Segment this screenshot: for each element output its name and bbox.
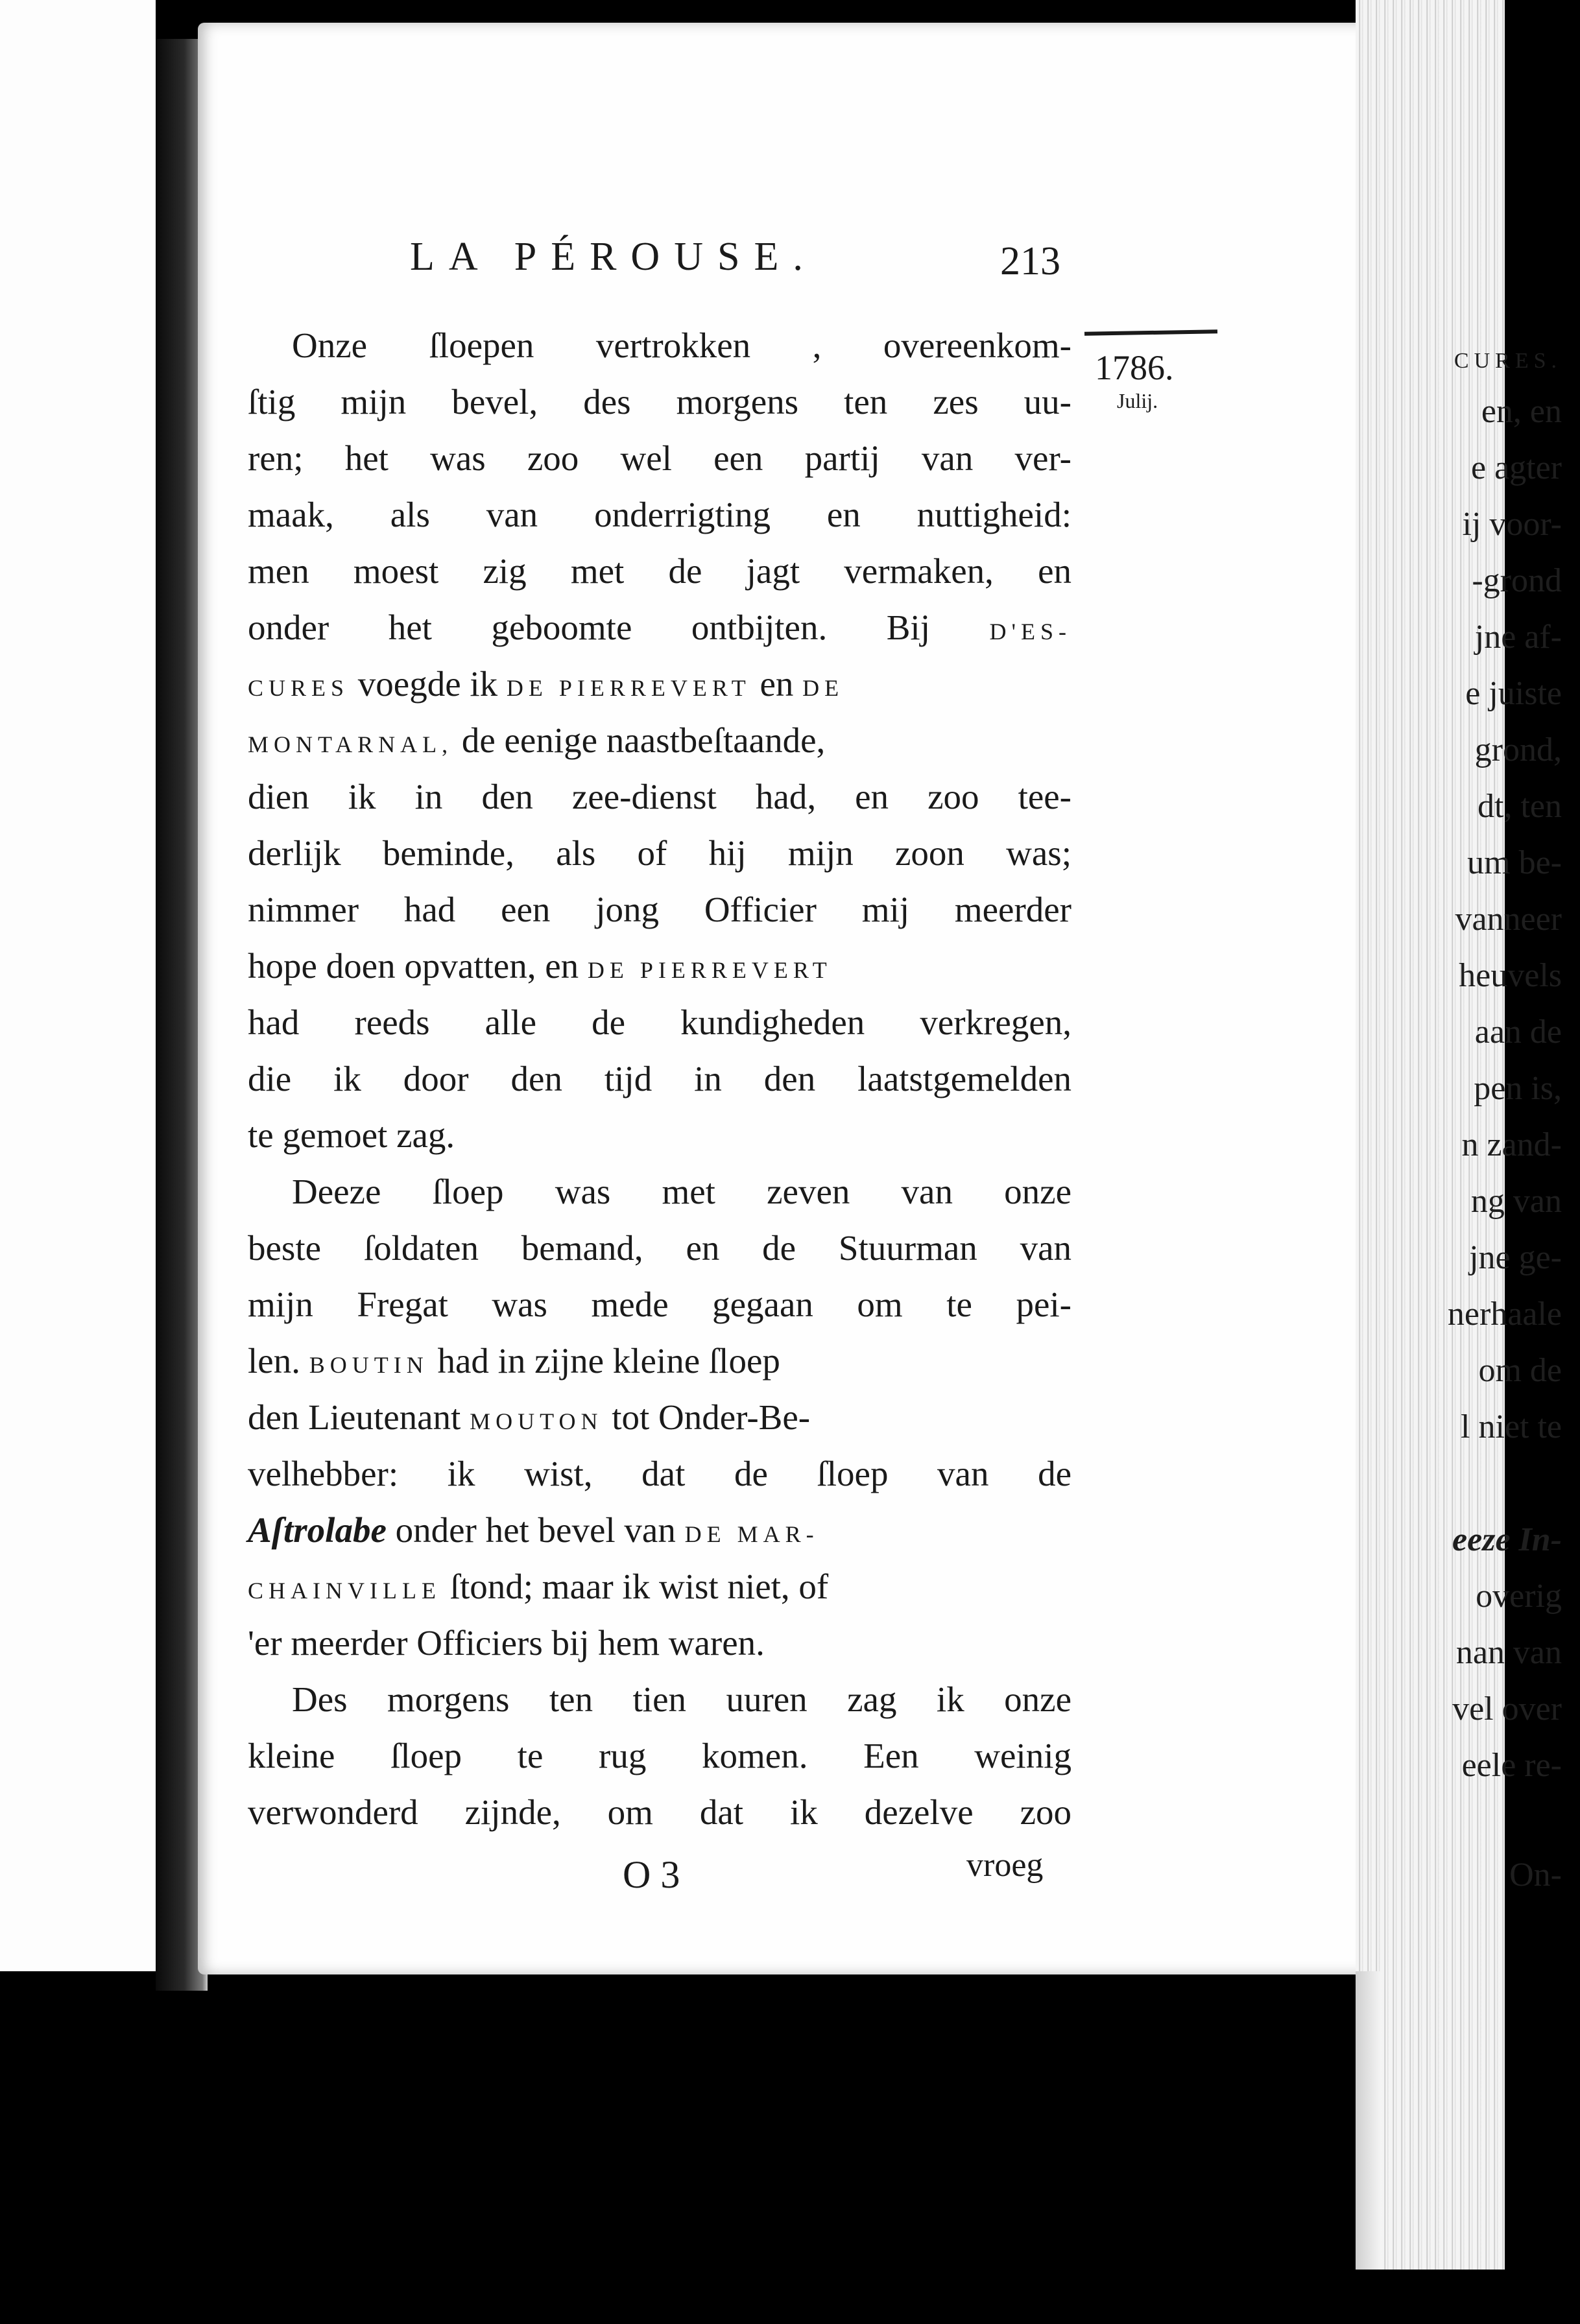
left-fragment: e juiste xyxy=(1465,675,1562,712)
text-line: len. BOUTIN had in zijne kleine ſloep xyxy=(248,1341,780,1381)
text-line: kleine ſloep te rug komen. Een weinig xyxy=(248,1736,1071,1775)
text-line: 'er meerder Officiers bij hem waren. xyxy=(248,1623,765,1663)
text-line: Deeze ſloep was met zeven van onze xyxy=(292,1172,1071,1211)
left-fragment: -grond xyxy=(1472,562,1562,599)
left-fragment: dt, ten xyxy=(1478,788,1562,825)
name-small-caps: DE PIERREVERT xyxy=(506,675,751,701)
left-page-fragment xyxy=(0,0,156,1971)
text-line: te gemoet zag. xyxy=(248,1115,455,1155)
margin-month: Julij. xyxy=(1117,389,1158,412)
left-fragment: n zand- xyxy=(1461,1126,1562,1163)
left-fragment: overig xyxy=(1476,1578,1562,1615)
catchword: vroeg xyxy=(966,1847,1044,1884)
text-line: had reeds alle de kundigheden verkregen, xyxy=(248,1002,1071,1042)
left-fragment: jne af- xyxy=(1474,619,1562,656)
name-small-caps: D'ES- xyxy=(989,619,1071,645)
left-fragment: aan de xyxy=(1474,1014,1562,1050)
left-fragment: um be- xyxy=(1467,844,1562,881)
text-line: dien ik in den zee-dienst had, en zoo tee- xyxy=(248,777,1071,816)
name-small-caps: DE PIERREVERT xyxy=(587,957,832,983)
text-line: maak, als van onderrigting en nuttigheid: xyxy=(248,495,1071,534)
name-small-caps: CHAINVILLE xyxy=(248,1578,441,1604)
text-line: ſtig mijn bevel, des morgens ten zes uu- xyxy=(248,382,1071,421)
text-line: men moest zig met de jagt vermaken, en xyxy=(248,551,1071,591)
left-fragment: jne ge- xyxy=(1469,1239,1562,1276)
name-small-caps: MOUTON xyxy=(470,1408,603,1434)
text-line: die ik door den tijd in den laatstgemelden xyxy=(248,1059,1071,1098)
left-fragment: heuvels xyxy=(1459,957,1562,994)
left-fragment: om de xyxy=(1478,1352,1562,1389)
name-small-caps: DE MAR- xyxy=(684,1521,819,1547)
text-line: nimmer had een jong Officier mij meerder xyxy=(248,890,1071,929)
text-line: CURES voegde ik DE PIERREVERT en DE xyxy=(248,664,844,704)
name-small-caps: DE xyxy=(802,675,844,701)
text-line: hope doen opvatten, en DE PIERREVERT xyxy=(248,946,832,986)
left-fragment: nan van xyxy=(1455,1634,1562,1671)
margin-year: 1786. xyxy=(1095,348,1174,387)
left-fragment: eele re- xyxy=(1461,1747,1562,1784)
page-edges-shadow xyxy=(1356,1971,1382,2270)
text-line: Des morgens ten tien uuren zag ik onze xyxy=(292,1679,1071,1719)
left-fragment: CURES. xyxy=(1454,349,1562,373)
left-fragment: vel over xyxy=(1452,1690,1562,1727)
left-fragment: eeze In- xyxy=(1452,1521,1562,1558)
text-line: CHAINVILLE ſtond; maar ik wist niet, of xyxy=(248,1567,829,1606)
text-line: MONTARNAL, de eenige naastbeſtaande, xyxy=(248,720,826,760)
text-line: derlijk beminde, als of hij mijn zoon was; xyxy=(248,833,1071,873)
left-fragment: vanneer xyxy=(1455,901,1562,938)
running-title: LA PÉROUSE. xyxy=(410,235,817,279)
text-line: den Lieutenant MOUTON tot Onder-Be- xyxy=(248,1397,811,1437)
left-fragment: en, en xyxy=(1481,393,1562,430)
name-small-caps: CURES xyxy=(248,675,350,701)
text-line: mijn Fregat was mede gegaan om te pei- xyxy=(248,1285,1071,1324)
text-line: velhebber: ik wist, dat de ſloep van de xyxy=(248,1454,1071,1493)
left-fragment: pen is, xyxy=(1474,1070,1562,1107)
left-fragment: nerhaale xyxy=(1447,1296,1562,1333)
left-fragment: On- xyxy=(1509,1856,1562,1893)
left-fragment: grond, xyxy=(1474,731,1562,768)
text-line: ren; het was zoo wel een partij van ver- xyxy=(248,438,1071,478)
signature-mark: O 3 xyxy=(623,1853,680,1896)
left-fragment: ij voor- xyxy=(1462,506,1562,543)
ship-name-italic: Aſtrolabe xyxy=(248,1510,387,1550)
left-fragment: l niet te xyxy=(1461,1408,1562,1445)
left-fragment: ng van xyxy=(1470,1183,1562,1220)
text-line: Onze ſloepen vertrokken , overeenkom- xyxy=(292,326,1071,365)
page-number: 213 xyxy=(1000,239,1060,283)
text-line: beste ſoldaten bemand, en de Stuurman van xyxy=(248,1228,1071,1268)
text-line: onder het geboomte ontbijten. Bij D'ES- xyxy=(248,608,1071,647)
left-fragment: e agter xyxy=(1470,449,1562,486)
text-line: verwonderd zijnde, om dat ik dezelve zoo xyxy=(248,1792,1071,1832)
text-line: Aſtrolabe onder het bevel van DE MAR- xyxy=(248,1510,819,1550)
name-small-caps: BOUTIN xyxy=(309,1352,429,1378)
name-small-caps: MONTARNAL, xyxy=(248,731,453,757)
